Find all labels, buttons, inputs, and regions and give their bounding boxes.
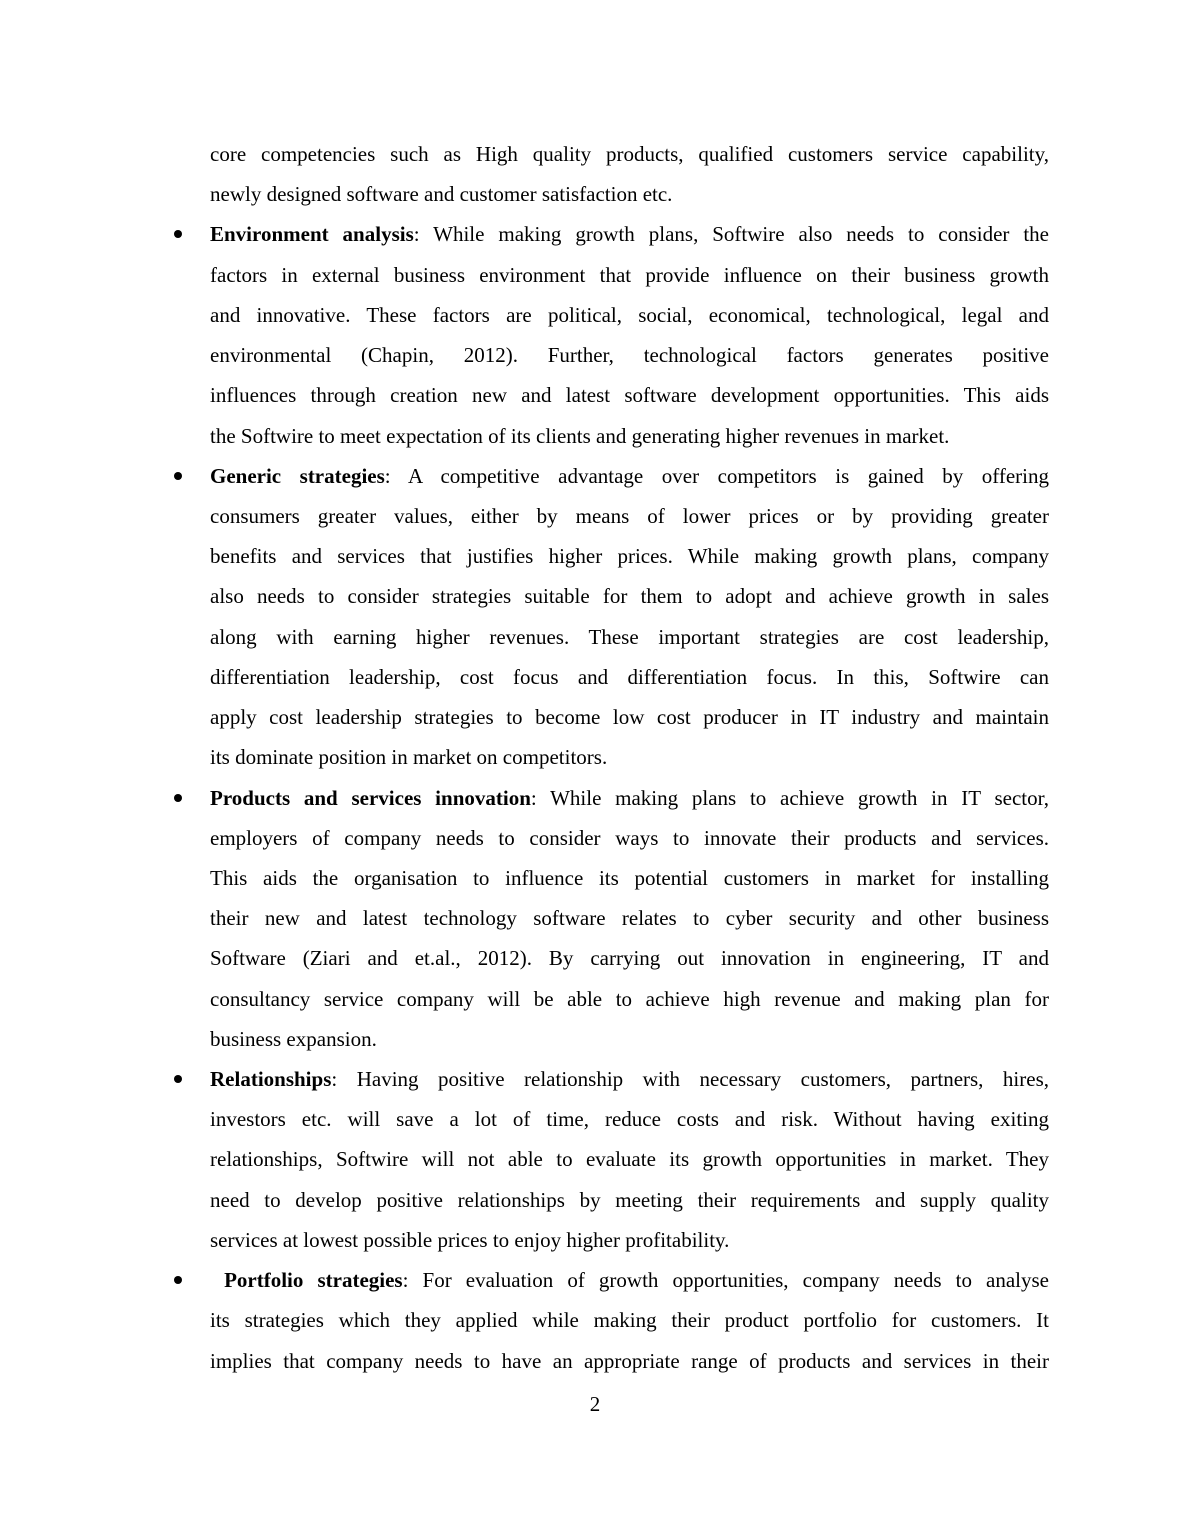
text-line: need to develop positive relationships by meeting their requirements and supply quality (210, 1187, 1049, 1212)
bullet-icon (174, 472, 182, 480)
text-line: consumers greater values, either by means of lower prices or by providing greater (210, 503, 1049, 528)
intro-paragraph (210, 134, 1049, 214)
text-line: along with earning higher revenues. These important strategies are cost leadership, (210, 624, 1049, 649)
text-line: environmental (Chapin, 2012). Further, technological factors generates positive (210, 343, 1049, 368)
text-line: influences through creation new and latest software development opportunities. This aids (210, 383, 1049, 408)
bullet-icon (174, 794, 182, 802)
text-line: differentiation leadership, cost focus and differentiation focus. In this, Softwire can (210, 664, 1049, 689)
text-line: Portfolio strategies: For evaluation of growth opportunities, company needs to analyse (210, 1268, 1049, 1293)
bullet-heading: Relationships (210, 1067, 332, 1092)
text-line: its strategies which they applied while making their product portfolio for customers. It (210, 1308, 1049, 1333)
bullet-item (210, 1260, 1049, 1381)
bullet-icon (174, 1276, 182, 1284)
text-line: core competencies such as High quality products, qualified customers service capability, (210, 142, 1049, 166)
bullet-heading: Environment analysis (210, 222, 414, 247)
bullet-item (210, 456, 1049, 778)
text-line: the Softwire to meet expectation of its clients and generating higher revenues in market. (210, 423, 950, 448)
document-body (210, 134, 1049, 1381)
text-line: apply cost leadership strategies to become low cost producer in IT industry and maintain (210, 705, 1049, 730)
text-line: consultancy service company will be able to achieve high revenue and making plan for (210, 986, 1049, 1011)
text-line: its dominate position in market on competitors. (210, 745, 608, 770)
text-line: relationships, Softwire will not able to evaluate its growth opportunities in market. They (210, 1147, 1049, 1172)
bullet-icon (174, 1075, 182, 1083)
text-line: This aids the organisation to influence its potential customers in market for installing (210, 865, 1049, 890)
bullet-heading: Portfolio strategies (210, 1268, 403, 1293)
page-number: 2 (589, 1392, 601, 1416)
text-line: and innovative. These factors are political, social, economical, technological, legal and (210, 302, 1049, 327)
text-line: Generic strategies: A competitive advantage over competitors is gained by offering (210, 463, 1049, 488)
text-line: Environment analysis: While making growth plans, Softwire also needs to consider the (210, 222, 1050, 247)
text-line: investors etc. will save a lot of time, reduce costs and risk. Without having exiting (210, 1107, 1049, 1132)
text-line: Software (Ziari and et.al., 2012). By carrying out innovation in engineering, IT and (210, 946, 1049, 971)
bullet-item (210, 778, 1049, 1060)
text-line: newly designed software and customer satisfaction etc. (210, 182, 673, 207)
text-line: also needs to consider strategies suitable for them to adopt and achieve growth in sales (210, 584, 1049, 609)
text-line: factors in external business environment that provide influence on their business growth (210, 262, 1049, 287)
bullet-item (210, 214, 1049, 455)
text-line: Products and services innovation: While making plans to achieve growth in IT sector, (210, 785, 1049, 810)
text-line: benefits and services that justifies higher prices. While making growth plans, company (210, 544, 1049, 569)
text-line: services at lowest possible prices to enjoy higher profitability. (210, 1227, 730, 1252)
bullet-icon (174, 230, 182, 238)
text-line: business expansion. (210, 1026, 377, 1051)
text-line: their new and latest technology software relates to cyber security and other business (210, 906, 1049, 931)
bullet-heading: Products and services innovation (210, 785, 531, 810)
bullet-item (210, 1059, 1049, 1260)
text-line: implies that company needs to have an appropriate range of products and services in their (210, 1348, 1049, 1373)
text-line: employers of company needs to consider ways to innovate their products and services. (210, 825, 1049, 850)
text-line: Relationships: Having positive relationship with necessary customers, partners, hires, (210, 1067, 1049, 1092)
bullet-heading: Generic strategies (210, 463, 385, 488)
